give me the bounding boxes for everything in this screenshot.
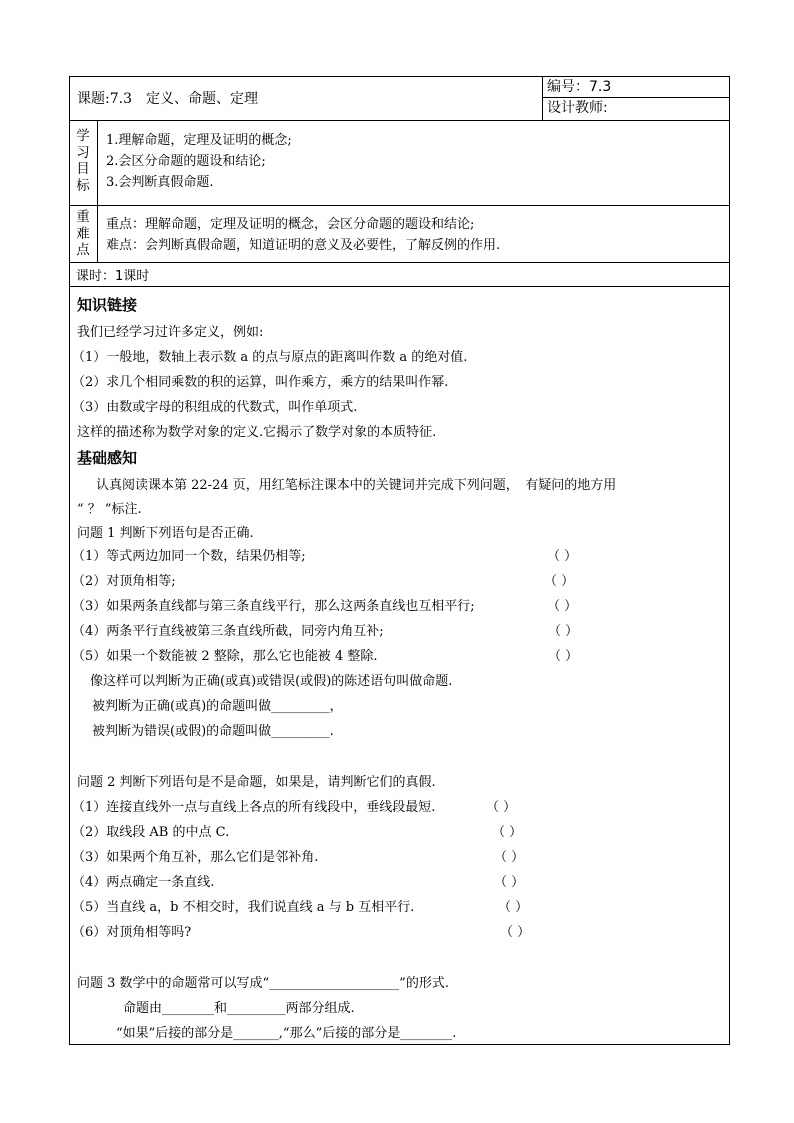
q3-line: “如果”后接的部分是_______,“那么”后接的部分是________. <box>116 1026 457 1041</box>
q2-item: （4）两点确定一条直线. <box>72 875 215 890</box>
knowledge-heading: 知识链接 <box>77 296 138 314</box>
lesson-number: 编号：7.3 <box>547 79 612 95</box>
q2-item: （1）连接直线外一点与直线上各点的所有线段中，垂线段最短. <box>72 800 436 815</box>
q2-item: （6）对顶角相等吗? <box>72 925 192 940</box>
basics-heading: 基础感知 <box>77 449 138 467</box>
q2-item: （5）当直线 a，b 不相交时，我们说直线 a 与 b 互相平行. <box>72 900 415 915</box>
instruction-line: 认真阅读课本第 22-24 页，用红笔标注课本中的关键词并完成下列问题， 有疑问的地方用 <box>96 478 617 493</box>
question-2-title: 问题 2 判断下列语句是不是命题，如果是，请判断它们的真假. <box>77 775 436 790</box>
teacher-label: 设计教师: <box>547 100 608 116</box>
knowledge-intro: 我们已经学习过许多定义，例如: <box>77 325 264 340</box>
hours-bottom-rule <box>70 286 729 287</box>
question-3-title: 问题 3 数学中的命题常可以写成“____________________”的形式. <box>77 976 449 991</box>
difficult-point: 难点：会判断真假命题，知道证明的意义及必要性，了解反例的作用. <box>106 238 501 253</box>
q2-answer-bracket: （ ） <box>500 925 531 940</box>
goal-item: 1.理解命题，定理及证明的概念; <box>106 133 292 148</box>
q2-item: （2）取线段 AB 的中点 C. <box>72 825 230 840</box>
instruction-line: “ ？ ”标注. <box>77 502 142 517</box>
goals-label-char: 学 <box>76 128 90 144</box>
q1-note: 被判断为错误(或假)的命题叫做_________. <box>92 724 334 739</box>
q2-answer-bracket: （ ） <box>494 875 525 890</box>
key-point: 重点：理解命题，定理及证明的概念，会区分命题的题设和结论; <box>106 217 475 232</box>
q1-item: （1）等式两边加同一个数，结果仍相等; <box>72 549 306 564</box>
q1-answer-bracket: （ ） <box>548 624 579 639</box>
lesson-plan-page <box>69 76 730 1045</box>
header-divider <box>542 77 543 120</box>
q1-answer-bracket: （ ） <box>547 599 578 614</box>
keypoints-label-char: 点 <box>76 242 90 258</box>
goals-bottom-rule <box>70 205 729 206</box>
q2-answer-bracket: （ ） <box>486 800 517 815</box>
knowledge-item: （2）求几个相同乘数的积的运算，叫作乘方，乘方的结果叫作幂. <box>72 375 449 390</box>
knowledge-item: （1）一般地，数轴上表示数 a 的点与原点的距离叫作数 a 的绝对值. <box>72 350 468 365</box>
q1-item: （4）两条平行直线被第三条直线所截，同旁内角互补; <box>72 624 384 639</box>
q2-answer-bracket: （ ） <box>498 900 529 915</box>
q1-note: 被判断为正确(或真)的命题叫做_________， <box>92 699 343 714</box>
header-right-rule <box>542 97 729 98</box>
q1-item: （2）对顶角相等; <box>72 574 176 589</box>
q1-note: 像这样可以判断为正确(或真)或错误(或假)的陈述语句叫做命题. <box>90 674 453 689</box>
lesson-hours: 课时：1课时 <box>76 269 150 284</box>
goals-label <box>74 128 92 194</box>
label-column-divider <box>97 120 98 262</box>
q1-item: （5）如果一个数能被 2 整除，那么它也能被 4 整除. <box>72 649 378 664</box>
keypoints-label-char: 难 <box>76 225 90 242</box>
q2-answer-bracket: （ ） <box>494 850 525 865</box>
q2-answer-bracket: （ ） <box>492 825 523 840</box>
q2-item: （3）如果两个角互补，那么它们是邻补角. <box>72 850 319 865</box>
goal-item: 3.会判断真假命题. <box>106 175 214 190</box>
q1-item: （3）如果两条直线都与第三条直线平行，那么这两条直线也互相平行; <box>72 599 475 614</box>
knowledge-summary: 这样的描述称为数学对象的定义.它揭示了数学对象的本质特征. <box>77 425 437 440</box>
keypoints-label <box>74 209 92 259</box>
q1-answer-bracket: （ ） <box>547 549 578 564</box>
question-1-title: 问题 1 判断下列语句是否正确. <box>77 526 254 541</box>
keypoints-bottom-rule <box>70 262 729 263</box>
goals-label-char: 标 <box>76 177 90 194</box>
q1-answer-bracket: （ ） <box>544 574 575 589</box>
lesson-title: 课题:7.3 定义、命题、定理 <box>77 91 258 107</box>
q1-answer-bracket: （ ） <box>548 649 579 664</box>
header-bottom-rule <box>70 120 729 121</box>
goals-label-char: 习 <box>76 144 90 161</box>
knowledge-item: （3）由数或字母的积组成的代数式，叫作单项式. <box>72 400 358 415</box>
goal-item: 2.会区分命题的题设和结论; <box>106 154 266 169</box>
keypoints-label-char: 重 <box>76 209 90 225</box>
goals-label-char: 目 <box>76 161 90 177</box>
q3-line: 命题由________和_________两部分组成. <box>123 1001 355 1016</box>
